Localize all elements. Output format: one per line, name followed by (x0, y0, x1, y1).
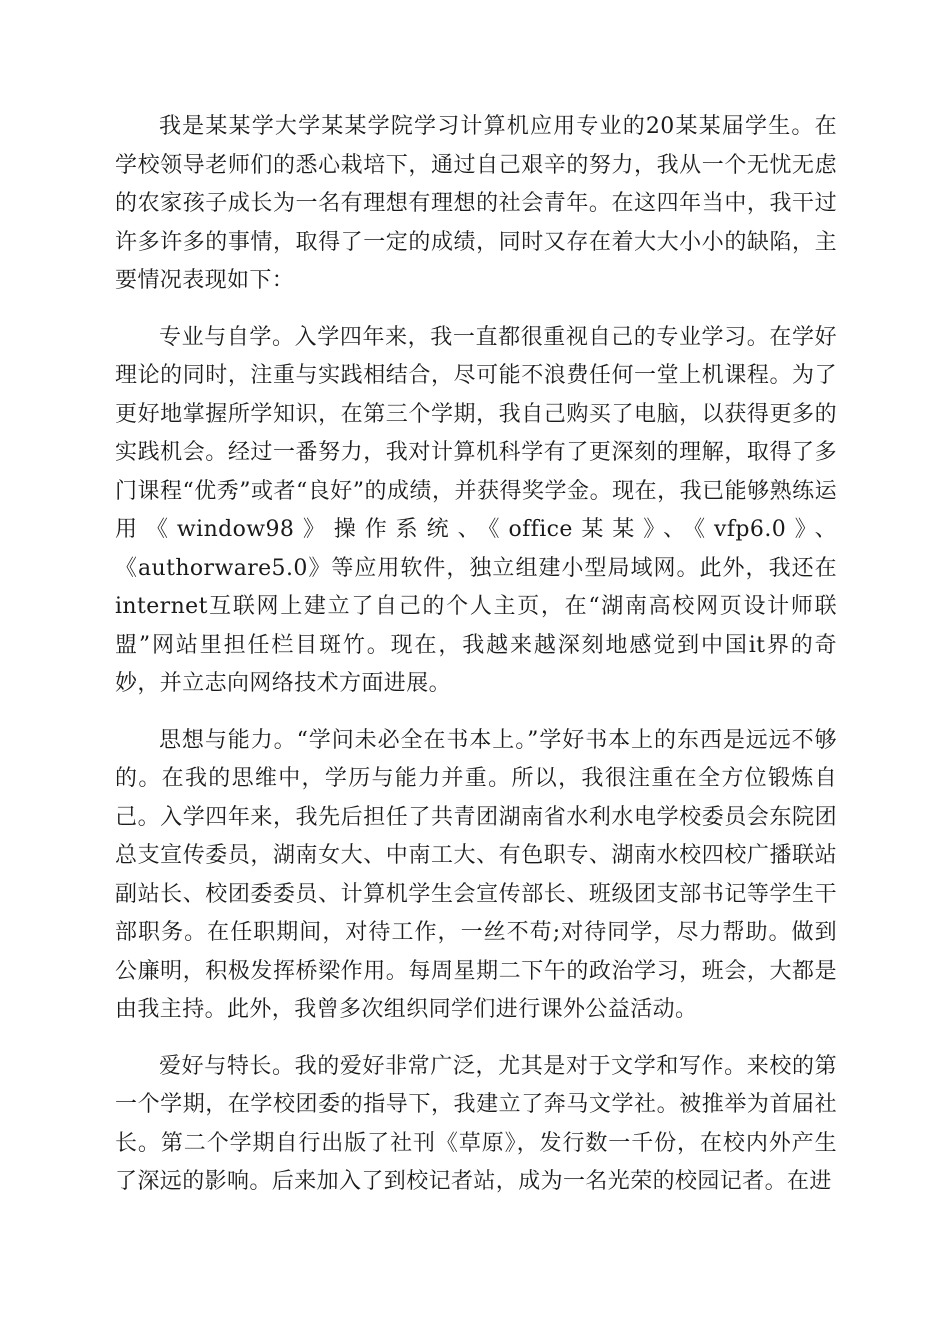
paragraph-study: 专业与自学。入学四年来，我一直都很重视自己的专业学习。在学好理论的同时，注重与实践相结合，尽可能不浪费任何一堂上机课程。为了更好地掌握所学知识，在第三个学期，我自己购买了电脑，以获得更多的实践机会。经过一番努力，我对计算机科学有了更深刻的理解，取得了多门课程“优秀”或者“良好”的成绩，并获得奖学金。现在，我已能够熟练运用《window98》操作系统、《office某某》、《vfp6.0》、《authorware5.0》等应用软件，独立组建小型局域网。此外，我还在internet互联网上建立了自己的个人主页，在“湖南高校网页设计师联盟”网站里担任栏目斑竹。现在，我越来越深刻地感觉到中国it界的奇妙，并立志向网络技术方面进展。 (115, 324, 837, 696)
paragraph-ability: 思想与能力。“学问未必全在书本上。”学好书本上的东西是远远不够的。在我的思维中，学历与能力并重。所以，我很注重在全方位锻炼自己。入学四年来，我先后担任了共青团湖南省水利水电学校委员会东院团总支宣传委员，湖南女大、中南工大、有色职专、湖南水校四校广播联站副站长、校团委委员、计算机学生会宣传部长、班级团支部书记等学生干部职务。在任职期间，对待工作，一丝不苟;对待同学，尽力帮助。做到公廉明，积极发挥桥梁作用。每周星期二下午的政治学习，班会，大都是由我主持。此外，我曾多次组织同学们进行课外公益活动。 (115, 727, 837, 1022)
document-body (115, 108, 837, 1220)
paragraph-hobbies: 爱好与特长。我的爱好非常广泛，尤其是对于文学和写作。来校的第一个学期，在学校团委的指导下，我建立了奔马文学社。被推举为首届社长。第二个学期自行出版了社刊《草原》，发行数一千份，在校内外产生了深远的影响。后来加入了到校记者站，成为一名光荣的校园记者。在进 (115, 1053, 837, 1194)
paragraph-intro: 我是某某学大学某某学院学习计算机应用专业的20某某届学生。在学校领导老师们的悉心栽培下，通过自己艰辛的努力，我从一个无忧无虑的农家孩子成长为一名有理想有理想的社会青年。在这四年当中，我干过许多许多的事情，取得了一定的成绩，同时又存在着大大小小的缺陷，主要情况表现如下： (115, 114, 837, 293)
